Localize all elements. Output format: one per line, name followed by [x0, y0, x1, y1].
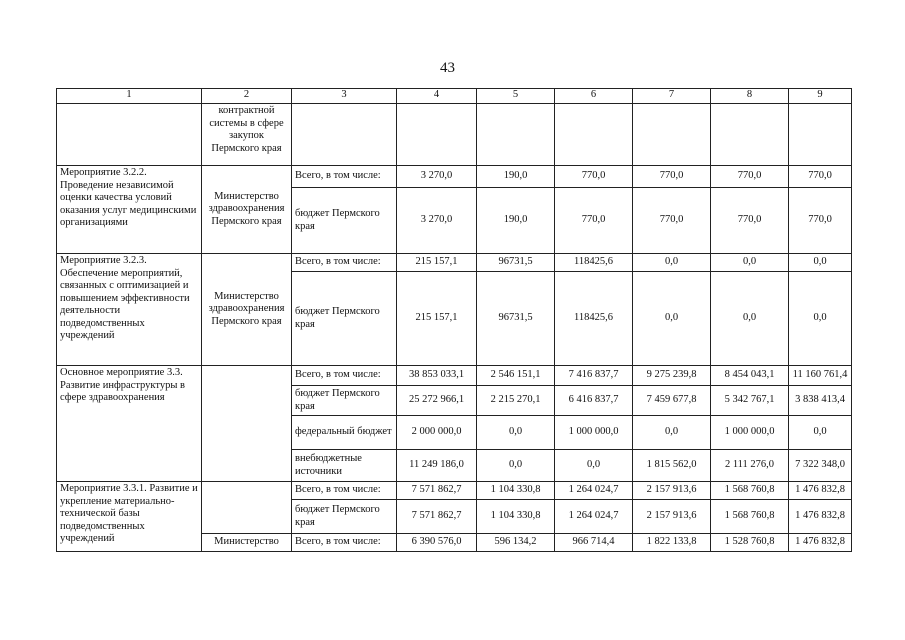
value-cell: 1 104 330,8	[477, 482, 555, 500]
value-cell: 1 528 760,8	[711, 534, 789, 552]
value-cell: 596 134,2	[477, 534, 555, 552]
value-cell: 770,0	[633, 188, 711, 254]
value-cell: 0,0	[633, 254, 711, 272]
value-cell: 1 568 760,8	[711, 500, 789, 534]
value-cell: 7 322 348,0	[789, 450, 852, 482]
responsible-cell	[202, 366, 292, 482]
header-cell: 3	[292, 89, 397, 104]
table-row	[57, 166, 852, 188]
value-cell: 96731,5	[477, 272, 555, 366]
value-cell: 1 000 000,0	[711, 416, 789, 450]
empty-cell	[57, 104, 202, 166]
value-cell: 770,0	[789, 188, 852, 254]
header-cell: 1	[57, 89, 202, 104]
budget-table	[56, 88, 852, 552]
header-cell: 2	[202, 89, 292, 104]
activity-name: Мероприятие 3.2.2. Проведение независимой оценки качества условий оказания услуг медицинскими организациями	[57, 166, 202, 254]
value-cell: 11 160 761,4	[789, 366, 852, 386]
value-cell: 38 853 033,1	[397, 366, 477, 386]
value-cell: 7 571 862,7	[397, 482, 477, 500]
value-cell: 11 249 186,0	[397, 450, 477, 482]
value-cell: 770,0	[711, 188, 789, 254]
value-cell: 215 157,1	[397, 272, 477, 366]
header-cell: 8	[711, 89, 789, 104]
continuation-row	[57, 104, 852, 166]
value-cell: 5 342 767,1	[711, 386, 789, 416]
value-cell: 190,0	[477, 188, 555, 254]
funding-source: бюджет Пермского края	[292, 386, 397, 416]
value-cell: 2 546 151,1	[477, 366, 555, 386]
page-number: 43	[440, 60, 455, 76]
value-cell: 118425,6	[555, 272, 633, 366]
value-cell: 0,0	[711, 254, 789, 272]
value-cell: 770,0	[789, 166, 852, 188]
value-cell: 118425,6	[555, 254, 633, 272]
value-cell: 1 264 024,7	[555, 482, 633, 500]
funding-source: Всего, в том числе:	[292, 166, 397, 188]
empty-cell	[477, 104, 555, 166]
responsible-cell: Министерство здравоохранения Пермского края	[202, 166, 292, 254]
value-cell: 2 157 913,6	[633, 482, 711, 500]
value-cell: 0,0	[711, 272, 789, 366]
value-cell: 1 815 562,0	[633, 450, 711, 482]
value-cell: 966 714,4	[555, 534, 633, 552]
value-cell: 1 264 024,7	[555, 500, 633, 534]
table-row	[57, 482, 852, 500]
activity-name: Мероприятие 3.3.1. Развитие и укрепление материально-технической базы подведомственных учреждений	[57, 482, 202, 552]
value-cell: 7 459 677,8	[633, 386, 711, 416]
funding-source: бюджет Пермского края	[292, 188, 397, 254]
value-cell: 0,0	[477, 416, 555, 450]
value-cell: 1 822 133,8	[633, 534, 711, 552]
funding-source: бюджет Пермского края	[292, 500, 397, 534]
funding-source: Всего, в том числе:	[292, 254, 397, 272]
value-cell: 1 104 330,8	[477, 500, 555, 534]
value-cell: 1 476 832,8	[789, 500, 852, 534]
funding-source: Всего, в том числе:	[292, 366, 397, 386]
value-cell: 1 476 832,8	[789, 534, 852, 552]
value-cell: 0,0	[789, 272, 852, 366]
value-cell: 25 272 966,1	[397, 386, 477, 416]
funding-source: федеральный бюджет	[292, 416, 397, 450]
value-cell: 2 215 270,1	[477, 386, 555, 416]
value-cell: 9 275 239,8	[633, 366, 711, 386]
empty-cell	[555, 104, 633, 166]
header-cell: 5	[477, 89, 555, 104]
responsible-cell: Министерство здравоохранения Пермского края	[202, 254, 292, 366]
funding-source: внебюджетные источники	[292, 450, 397, 482]
value-cell: 0,0	[477, 450, 555, 482]
activity-name: Мероприятие 3.2.3. Обеспечение мероприятий, связанных с оптимизацией и повышением эффективности деятельности подведомственных учреждений	[57, 254, 202, 366]
value-cell: 6 416 837,7	[555, 386, 633, 416]
value-cell: 8 454 043,1	[711, 366, 789, 386]
value-cell: 7 416 837,7	[555, 366, 633, 386]
value-cell: 2 157 913,6	[633, 500, 711, 534]
value-cell: 3 270,0	[397, 166, 477, 188]
funding-source: Всего, в том числе:	[292, 482, 397, 500]
responsible-cell: Министерство	[202, 534, 292, 552]
header-cell: 9	[789, 89, 852, 104]
value-cell: 190,0	[477, 166, 555, 188]
funding-source: Всего, в том числе:	[292, 534, 397, 552]
value-cell: 3 270,0	[397, 188, 477, 254]
value-cell: 2 000 000,0	[397, 416, 477, 450]
activity-name: Основное мероприятие 3.3. Развитие инфраструктуры в сфере здравоохранения	[57, 366, 202, 482]
empty-cell	[633, 104, 711, 166]
value-cell: 7 571 862,7	[397, 500, 477, 534]
empty-cell	[292, 104, 397, 166]
value-cell: 6 390 576,0	[397, 534, 477, 552]
value-cell: 0,0	[633, 416, 711, 450]
value-cell: 215 157,1	[397, 254, 477, 272]
value-cell: 0,0	[789, 254, 852, 272]
value-cell: 1 476 832,8	[789, 482, 852, 500]
value-cell: 0,0	[633, 272, 711, 366]
empty-cell	[789, 104, 852, 166]
value-cell: 770,0	[555, 166, 633, 188]
table-row	[57, 254, 852, 272]
value-cell: 770,0	[555, 188, 633, 254]
funding-source: бюджет Пермского края	[292, 272, 397, 366]
header-cell: 4	[397, 89, 477, 104]
value-cell: 770,0	[711, 166, 789, 188]
header-cell: 6	[555, 89, 633, 104]
table-row	[57, 366, 852, 386]
value-cell: 3 838 413,4	[789, 386, 852, 416]
value-cell: 96731,5	[477, 254, 555, 272]
empty-cell	[711, 104, 789, 166]
value-cell: 1 568 760,8	[711, 482, 789, 500]
value-cell: 770,0	[633, 166, 711, 188]
responsible-cell: контрактной системы в сфере закупок Пермского края	[202, 104, 292, 166]
empty-cell	[397, 104, 477, 166]
value-cell: 0,0	[789, 416, 852, 450]
header-row	[57, 89, 852, 104]
value-cell: 2 111 276,0	[711, 450, 789, 482]
value-cell: 1 000 000,0	[555, 416, 633, 450]
header-cell: 7	[633, 89, 711, 104]
value-cell: 0,0	[555, 450, 633, 482]
responsible-cell	[202, 482, 292, 534]
